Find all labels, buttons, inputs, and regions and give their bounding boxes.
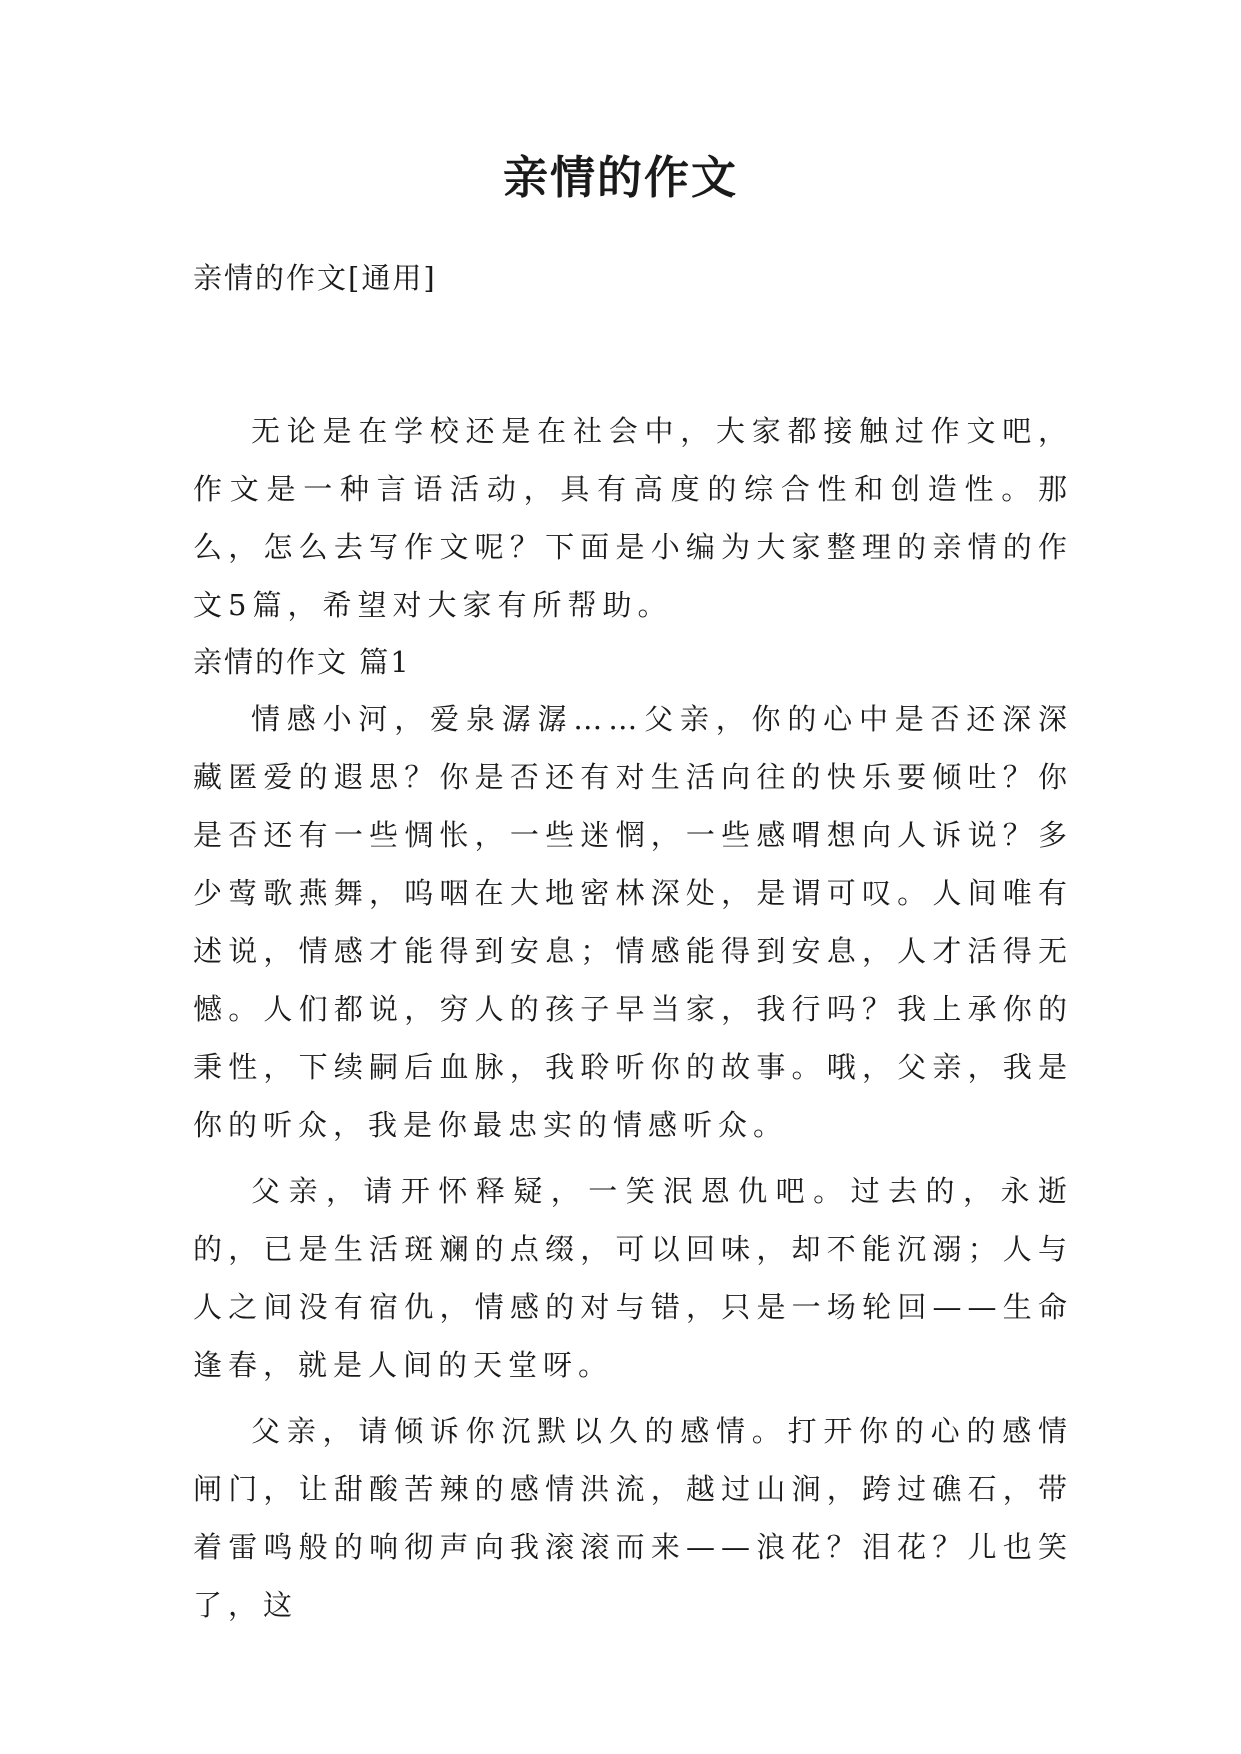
document-body	[193, 402, 1073, 1634]
section-heading: 亲情的作文 篇1	[193, 645, 411, 679]
body-paragraph: 情感小河，爱泉潺潺……父亲，你的心中是否还深深藏匿爱的遐思？你是否还有对生活向往的快乐要倾吐？你是否还有一些惆怅，一些迷惘，一些感喟想向人诉说？多少莺歌燕舞，呜咽在大地密林深处，是谓可叹。人间唯有述说，情感才能得到安息；情感能得到安息，人才活得无憾。人们都说，穷人的孩子早当家，我行吗？我上承你的秉性，下续嗣后血脉，我聆听你的故事。哦，父亲，我是你的听众，我是你最忠实的情感听众。	[193, 702, 1073, 1142]
body-paragraph: 父亲，请倾诉你沉默以久的感情。打开你的心的感情闸门，让甜酸苦辣的感情洪流，越过山涧，跨过礁石，带着雷鸣般的响彻声向我滚滚而来——浪花？泪花？儿也笑了，这	[193, 1414, 1073, 1622]
document-subtitle: 亲情的作文[通用]	[193, 261, 437, 295]
document-title: 亲情的作文	[502, 151, 738, 204]
body-paragraph: 父亲，请开怀释疑，一笑泯恩仇吧。过去的，永逝的，已是生活斑斓的点缀，可以回味，却不能沉溺；人与人之间没有宿仇，情感的对与错，只是一场轮回——生命逢春，就是人间的天堂呀。	[193, 1174, 1073, 1382]
intro-paragraph: 无论是在学校还是在社会中，大家都接触过作文吧，作文是一种言语活动，具有高度的综合性和创造性。那么，怎么去写作文呢？下面是小编为大家整理的亲情的作文5篇，希望对大家有所帮助。	[193, 414, 1073, 622]
